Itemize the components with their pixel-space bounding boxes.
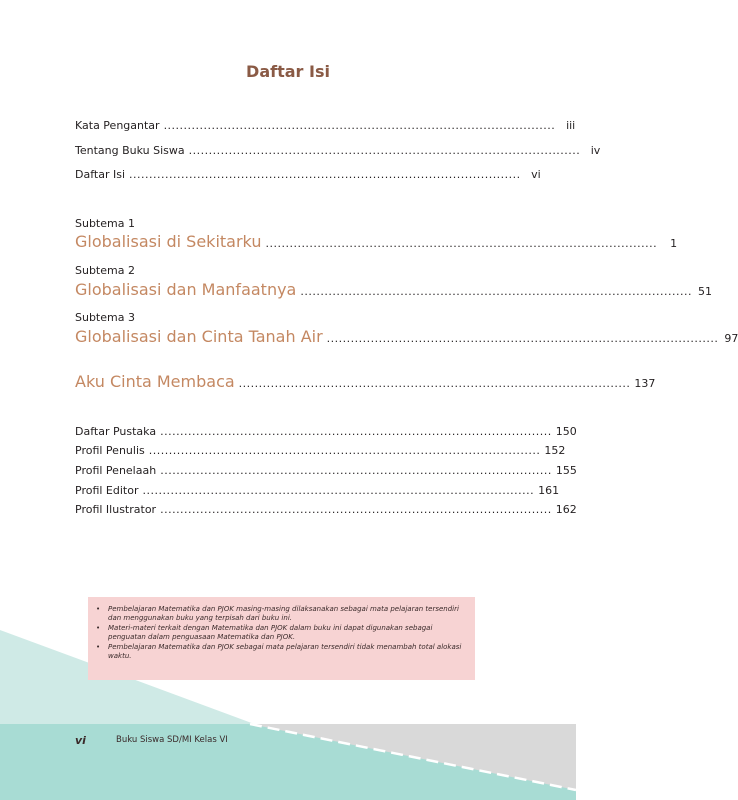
toc-entry-profil-penelaah[interactable] — [75, 464, 577, 477]
subtheme-3-label: Subtema 3 — [75, 311, 135, 324]
dot-leader: .................................................................................................. — [188, 144, 581, 157]
toc-entry-subtheme-3[interactable] — [75, 327, 738, 346]
toc-entry-subtheme-1[interactable] — [75, 232, 678, 251]
subtheme-2-label: Subtema 2 — [75, 264, 135, 277]
toc-entry-page: 51 — [698, 285, 713, 298]
toc-entry-aku-cinta-membaca[interactable] — [75, 372, 656, 391]
toc-entry-page: 150 — [555, 425, 577, 438]
dot-leader: .................................................................................................. — [265, 237, 658, 250]
toc-entry-page: 97 — [724, 332, 738, 345]
dot-leader: .................................................................................................. — [129, 168, 521, 181]
note-list — [94, 605, 465, 661]
toc-entry-page: iv — [590, 144, 601, 157]
note-box — [88, 597, 475, 680]
toc-entry-label: Profil Penelaah — [75, 464, 157, 477]
subtheme-1-label: Subtema 1 — [75, 217, 135, 230]
dot-leader: .................................................................................................. — [160, 425, 552, 438]
toc-entry-label: Globalisasi dan Manfaatnya — [75, 280, 297, 299]
toc-entry-page: 152 — [544, 444, 566, 457]
toc-entry-daftar-isi[interactable] — [75, 168, 541, 181]
toc-entry-page: 161 — [538, 484, 560, 497]
bullet-icon: • — [96, 605, 101, 613]
toc-entry-page: 162 — [555, 503, 577, 516]
toc-entry-subtheme-2[interactable] — [75, 280, 713, 299]
dot-leader: .................................................................................................. — [142, 484, 535, 497]
toc-entry-label: Aku Cinta Membaca — [75, 372, 235, 391]
footer-book-title: Buku Siswa SD/MI Kelas VI — [116, 735, 228, 745]
toc-entry-label: Profil Ilustrator — [75, 503, 157, 516]
dot-leader: .................................................................................................. — [148, 444, 541, 457]
bullet-icon: • — [96, 623, 101, 632]
toc-entry-label: Profil Penulis — [75, 444, 145, 457]
toc-entry-tentang-buku-siswa[interactable] — [75, 144, 601, 157]
dot-leader: .................................................................................................. — [160, 464, 552, 477]
toc-entry-label: Tentang Buku Siswa — [75, 144, 185, 157]
toc-entry-profil-editor[interactable] — [75, 484, 560, 497]
toc-entry-label: Daftar Pustaka — [75, 425, 157, 438]
dot-leader: .................................................................................................. — [160, 503, 552, 516]
note-item — [94, 605, 465, 624]
toc-entry-page: 137 — [634, 377, 656, 390]
dot-leader: .................................................................................................. — [238, 377, 631, 390]
toc-entry-page: 155 — [555, 464, 577, 477]
toc-entry-page: iii — [566, 119, 576, 132]
page-title: Daftar Isi — [246, 62, 330, 81]
note-text: Pembelajaran Matematika dan PJOK sebagai mata pelajaran tersendiri tidak menambah total alokasi waktu. — [108, 642, 462, 661]
note-text: Materi-materi terkait dengan Matematika dan PJOK dalam buku ini dapat digunakan sebagai penguatan dalam penguasaan Matematika dan PJOK. — [108, 623, 433, 642]
toc-entry-label: Globalisasi dan Cinta Tanah Air — [75, 327, 323, 346]
footer-page-number: vi — [75, 734, 86, 747]
toc-entry-page: 1 — [670, 237, 678, 250]
toc-entry-label: Kata Pengantar — [75, 119, 160, 132]
note-item — [94, 643, 465, 662]
note-item — [94, 624, 465, 643]
toc-entry-kata-pengantar[interactable] — [75, 119, 576, 132]
toc-entry-profil-ilustrator[interactable] — [75, 503, 577, 516]
toc-entry-label: Profil Editor — [75, 484, 139, 497]
dot-leader: .................................................................................................. — [300, 285, 693, 298]
dot-leader: .................................................................................................. — [163, 119, 556, 132]
toc-entry-label: Daftar Isi — [75, 168, 125, 181]
toc-entry-daftar-pustaka[interactable] — [75, 425, 577, 438]
note-text: Pembelajaran Matematika dan PJOK masing-masing dilaksanakan sebagai mata pelajaran tersendiri dan menggunakan buku yang terpisah dari buku ini. — [108, 605, 459, 623]
toc-entry-page: vi — [531, 168, 541, 181]
toc-entry-profil-penulis[interactable] — [75, 444, 566, 457]
bullet-icon: • — [96, 642, 101, 651]
toc-entry-label: Globalisasi di Sekitarku — [75, 232, 262, 251]
dot-leader: .................................................................................................. — [326, 332, 719, 345]
